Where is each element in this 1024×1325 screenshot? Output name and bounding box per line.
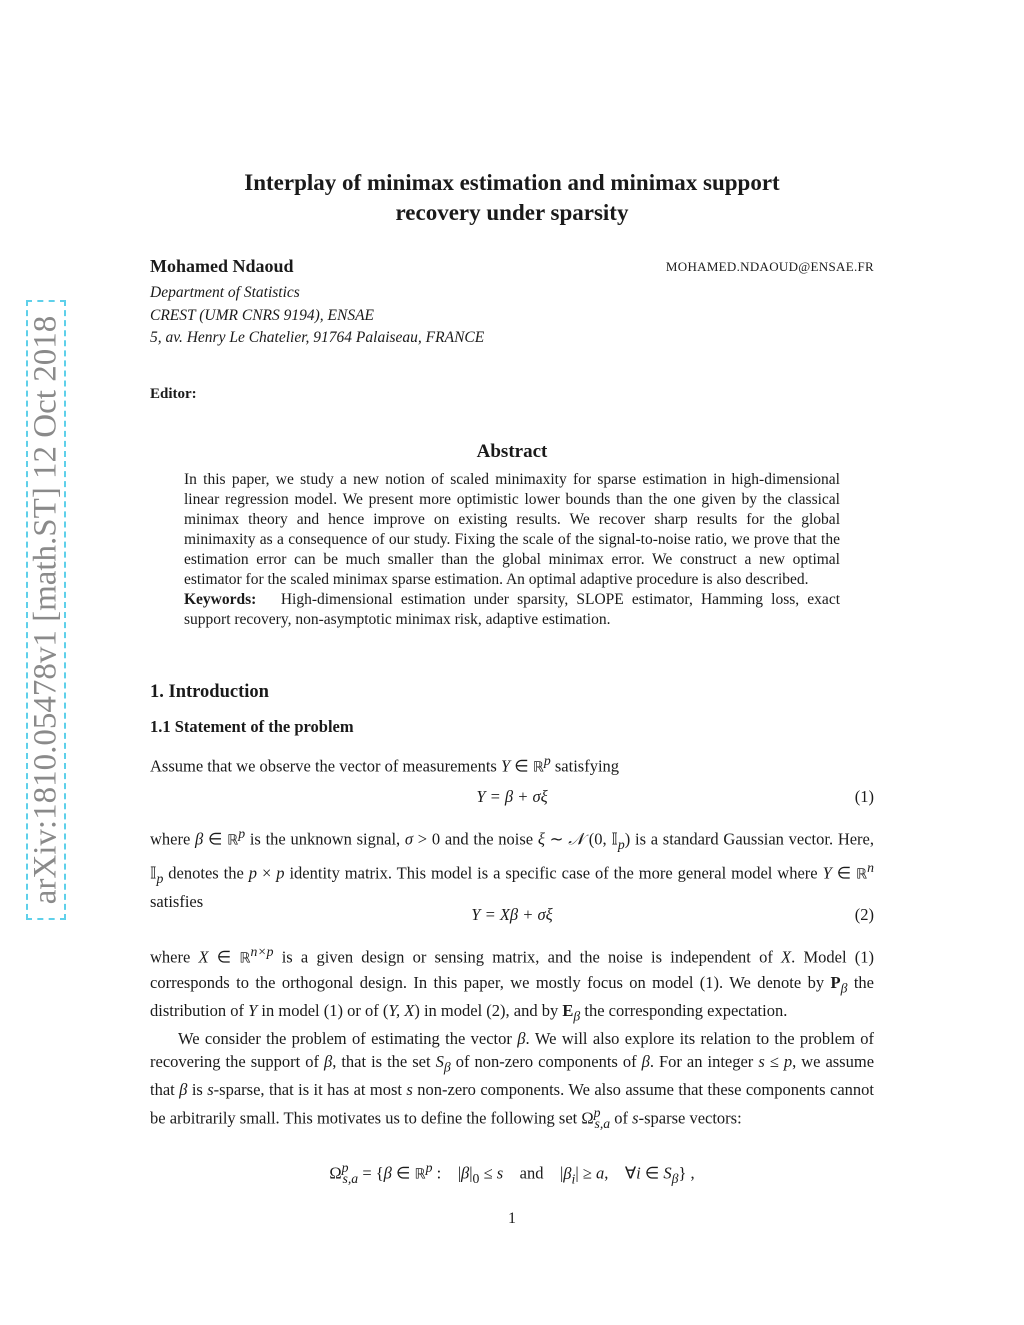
keywords-text: High-dimensional estimation under sparsity, SLOPE estimator, Hamming loss, exact support recovery, non-asymptotic minimax risk, adaptive estimation. [184,591,841,628]
section-title: 1. Introduction [150,682,269,702]
subsection-title: 1.1 Statement of the problem [150,717,354,736]
affiliation-line: CREST (UMR CNRS 9194), ENSAE [150,306,375,324]
paragraph-design: where X ∈ ℝ$^{n\times p}$ is a given design or sensing matrix, and the noise is independent of X. Model (1) corresponds to the orthogonal design. In this paper, we mostly focus on model (1). We denote by $P_\beta$ the distribution of Y in model (1) or of (Y, X) in model (2), and by $E_\beta$ the corresponding expectation. We consider the problem of estimating the vector β. We will also explore its relation to the problem of recovering the support of β, that is the set $S_\beta$ of non-zero components of β. For an integer s ≤ p, we assume that β is s-sparse, that is it has at most s non-zero components. We also assume that these components cannot be arbitrarily small. This motivates us to define the following set $\Omega^p_{s,a}$ of s-sparse vectors: [150,944,875,1132]
affiliation-line: 5, av. Henry Le Chatelier, 91764 Palaiseau, FRANCE [150,329,485,346]
page-number: 1 [508,1210,516,1227]
equation-3 [150,1160,874,1184]
title-line-2: recovery under sparsity [395,200,629,225]
affiliation [150,282,484,350]
paragraph-intro: Assume that we observe the vector of measurements Y ∈ ℝ$^p$ satisfying [150,753,620,776]
equation-2-number: (2) [854,905,874,924]
equation-1 [150,787,874,811]
author-email[interactable]: MOHAMED.NDAOUD@ENSAE.FR [665,259,874,274]
equation-3-expression: $\Omega^p_{s,a} = \{\beta$ ∈ ℝ$^p$ : $|\beta|_0 \le s$ and $|\beta_i| \ge a$, ∀i ∈ $S_\beta$} , [329,1160,695,1186]
paper-title [150,168,874,228]
arxiv-stamp [26,300,66,920]
paragraph-model: where β ∈ ℝ$^p$ is the unknown signal, σ > 0 and the noise ξ ∼ 𝒩 (0, 𝕀$_p$) is a standard Gaussian vector. Here, 𝕀$_p$ denotes the p × p identity matrix. This model is a specific case of the more general model where Y ∈ ℝ$^n$ satisfies [150,826,875,911]
equation-1-number: (1) [854,787,874,806]
abstract [184,470,840,630]
arxiv-stamp-text: arXiv:1810.05478v1 [math.ST] 12 Oct 2018 [27,315,64,905]
equation-1-expression: Y = β + σξ [476,787,548,806]
affiliation-line: Department of Statistics [150,284,300,301]
author-name: Mohamed Ndaoud [150,256,294,276]
editor-label: Editor: [150,386,197,402]
equation-2 [150,905,874,929]
abstract-text: In this paper, we study a new notion of scaled minimaxity for sparse estimation in high-dimensional linear regression model. We present more optimistic lower bounds than the one given by the classical minimax theory and hence improve on existing results. We recover sharp results for the global minimaxity as a consequence of our study. Fixing the scale of the signal-to-noise ratio, we prove that the estimation error can be much smaller than the global minimax error. We construct a new optimal estimator for the scaled minimax sparse estimation. An optimal adaptive procedure is also described. [184,471,840,588]
title-line-1: Interplay of minimax estimation and minimax support [244,170,780,195]
keywords [184,590,840,630]
keywords-label: Keywords: [184,591,257,608]
equation-2-expression: Y = Xβ + σξ [471,905,553,924]
abstract-heading: Abstract [476,441,548,462]
